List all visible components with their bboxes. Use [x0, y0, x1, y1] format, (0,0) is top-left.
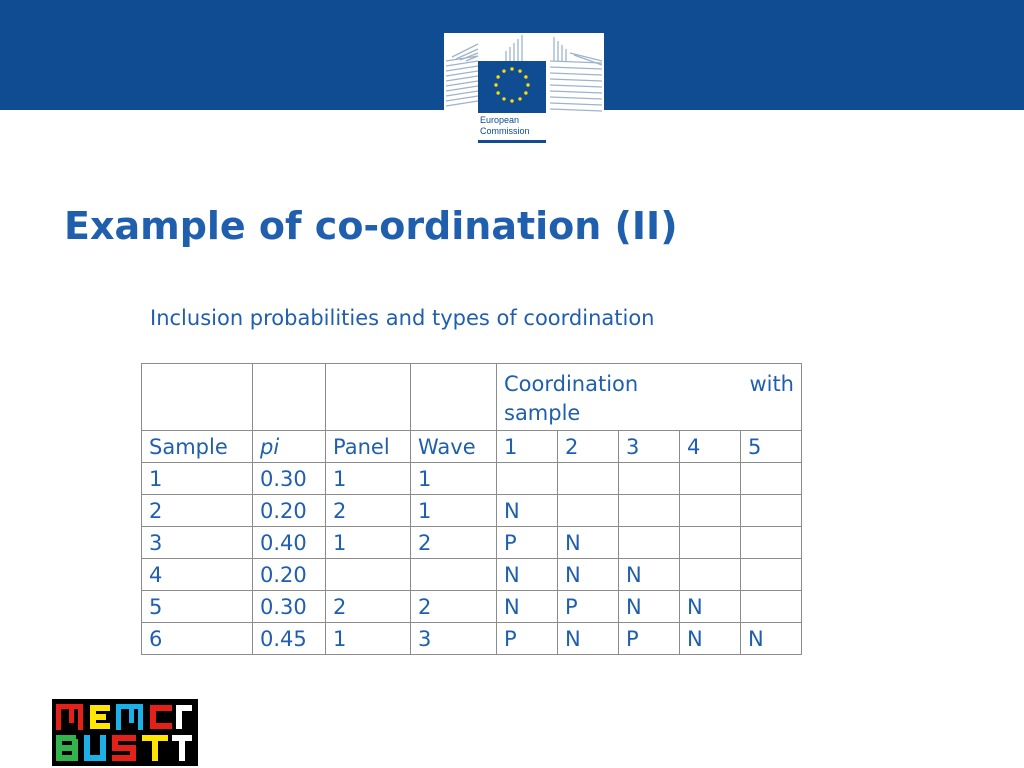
column-header: 1 [497, 431, 558, 463]
table-cell [619, 527, 680, 559]
column-header: Panel [326, 431, 411, 463]
table-cell: 0.30 [253, 463, 326, 495]
table-cell: N [497, 591, 558, 623]
table-cell [680, 559, 741, 591]
table-cell [741, 559, 802, 591]
table-cell: 2 [326, 495, 411, 527]
table-cell: 0.20 [253, 495, 326, 527]
table-cell [741, 527, 802, 559]
table-cell: N [680, 623, 741, 655]
table-cell: 2 [411, 591, 497, 623]
table-cell: N [741, 623, 802, 655]
table-cell: 1 [326, 463, 411, 495]
table-row [142, 623, 802, 655]
column-header: 2 [558, 431, 619, 463]
table-cell [680, 463, 741, 495]
slide-title: Example of co-ordination (II) [64, 204, 678, 248]
table-cell: N [558, 527, 619, 559]
table-cell: 1 [411, 463, 497, 495]
memobust-letters-bottom [56, 735, 192, 761]
table-cell: N [619, 559, 680, 591]
header-empty-cell [142, 364, 253, 431]
table-cell: 1 [142, 463, 253, 495]
table-cell: 6 [142, 623, 253, 655]
table-cell: P [497, 623, 558, 655]
table-cell [741, 463, 802, 495]
table-cell: 1 [326, 623, 411, 655]
column-header: Wave [411, 431, 497, 463]
european-commission-logo [444, 33, 604, 145]
column-header: 4 [680, 431, 741, 463]
table-cell: 3 [411, 623, 497, 655]
table-cell [497, 463, 558, 495]
coordination-header-sample: sample [504, 401, 581, 425]
table-cell: 1 [326, 527, 411, 559]
table-cell: 0.40 [253, 527, 326, 559]
memobust-letters-top [56, 704, 192, 730]
header-empty-cell [253, 364, 326, 431]
table-cell: 3 [142, 527, 253, 559]
table-cell: 2 [326, 591, 411, 623]
table-cell [680, 527, 741, 559]
header-empty-cell [411, 364, 497, 431]
table-cell: 1 [411, 495, 497, 527]
table-cell: N [558, 559, 619, 591]
table-cell: 0.45 [253, 623, 326, 655]
header-empty-cell [326, 364, 411, 431]
table-cell: 0.20 [253, 559, 326, 591]
column-header: 3 [619, 431, 680, 463]
table-body [142, 463, 802, 655]
slide-subtitle: Inclusion probabilities and types of coordination [150, 306, 655, 330]
table-cell [558, 495, 619, 527]
column-header: 5 [741, 431, 802, 463]
logo-line-2: Commission [480, 126, 530, 136]
coordination-header-with: with [749, 372, 794, 396]
table-cell [680, 495, 741, 527]
table-cell [326, 559, 411, 591]
table-cell: 2 [142, 495, 253, 527]
table-cell: P [619, 623, 680, 655]
logo-underline [478, 140, 546, 143]
coordination-table [141, 363, 802, 655]
table-row [142, 495, 802, 527]
table-cell: 4 [142, 559, 253, 591]
table-cell: 0.30 [253, 591, 326, 623]
table-cell: N [558, 623, 619, 655]
table-cell [619, 495, 680, 527]
column-header: Sample [142, 431, 253, 463]
logo-caption [480, 115, 530, 137]
table-cell [558, 463, 619, 495]
table-row [142, 591, 802, 623]
table-row [142, 527, 802, 559]
table-cell: P [558, 591, 619, 623]
table-cell: N [619, 591, 680, 623]
table-cell: N [680, 591, 741, 623]
coordination-header [497, 364, 802, 431]
table-row [142, 559, 802, 591]
table-cell [619, 463, 680, 495]
column-header-row [142, 431, 802, 463]
table-cell [741, 495, 802, 527]
coordination-header-word: Coordination [504, 372, 639, 396]
table-cell: N [497, 495, 558, 527]
table-cell: P [497, 527, 558, 559]
table-header-row [142, 364, 802, 431]
memobust-logo [52, 699, 198, 766]
table-cell: N [497, 559, 558, 591]
table-cell [411, 559, 497, 591]
logo-line-1: European [480, 115, 520, 125]
table-cell: 5 [142, 591, 253, 623]
table-cell [741, 591, 802, 623]
table-row [142, 463, 802, 495]
table-cell: 2 [411, 527, 497, 559]
column-header: pi [253, 431, 326, 463]
